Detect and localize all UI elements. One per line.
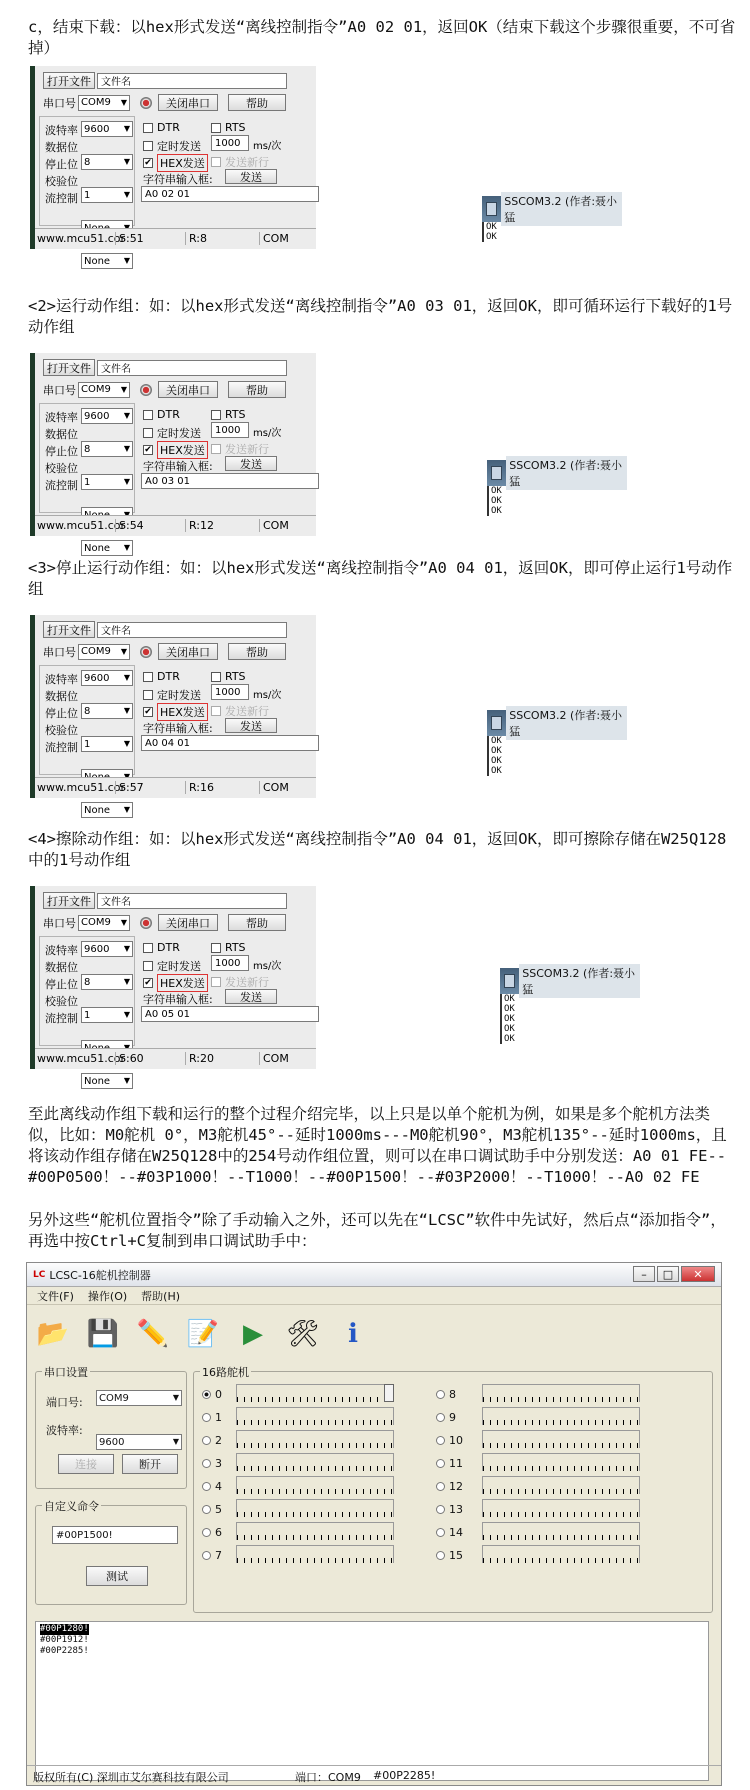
interval-input[interactable]: 1000 (211, 955, 249, 971)
serial-panel (30, 615, 316, 816)
status-sent: S:54 (115, 519, 144, 532)
baud-select[interactable]: 9600 ▼ (81, 408, 133, 424)
file-name-field[interactable]: 文件名 (97, 893, 287, 909)
status-sent: S:60 (115, 1052, 144, 1065)
open-file-button[interactable]: 打开文件 (43, 892, 95, 909)
menu-bar (27, 1287, 721, 1305)
sscom-window (482, 196, 622, 258)
hex-send-checkbox[interactable]: ✔ HEX发送 (143, 703, 208, 721)
serial-panel (30, 886, 316, 1087)
baud-select[interactable]: 9600 ▼ (81, 670, 133, 686)
status-site: www.mcu51.cor (37, 1052, 126, 1065)
servo-slider[interactable] (482, 1407, 640, 1425)
status-com: COM (259, 781, 289, 794)
port-label: 串口号 (43, 383, 76, 397)
servo-channel-radio[interactable]: 4 (202, 1480, 222, 1493)
data-bits-select[interactable]: 8 ▼ (81, 974, 133, 990)
port-status-icon (140, 97, 152, 109)
servo-slider[interactable] (236, 1430, 394, 1448)
serial-settings-group (35, 1366, 187, 1489)
test-button[interactable]: 测试 (86, 1566, 148, 1586)
ok-line: OK (504, 1014, 515, 1024)
stop-bits-label: 停止位 (45, 707, 78, 720)
ok-line: OK (491, 746, 502, 756)
parity-label: 校验位 (45, 995, 78, 1008)
flow-control-select[interactable]: None ▼ (81, 253, 133, 269)
status-port: 端口：COM9 (295, 1771, 361, 1784)
help-button[interactable]: 帮助 (228, 643, 286, 660)
paragraph-run-group: <2>运行动作组：如：以hex形式发送“离线控制指令”A0 03 01，返回OK，即可循环运行下载好的1号动作组 (28, 297, 733, 336)
flow-control-label: 流控制 (45, 479, 78, 492)
baud-label: 波特率 (45, 124, 78, 137)
ok-line: OK (491, 736, 502, 746)
servo-channel-radio[interactable]: 2 (202, 1434, 222, 1447)
baud-select[interactable]: 9600 ▼ (81, 121, 133, 137)
servo-channel-radio[interactable]: 15 (436, 1549, 463, 1562)
stop-bits-label: 停止位 (45, 445, 78, 458)
play-icon[interactable]: ▶ (243, 1319, 263, 1349)
send-newline-checkbox[interactable]: 发送新行 (211, 974, 269, 990)
servo-group (193, 1366, 713, 1613)
servo-slider[interactable] (236, 1545, 394, 1563)
edit-pencil-icon[interactable]: ✏️ (136, 1319, 170, 1349)
status-bar (35, 228, 316, 249)
open-file-button[interactable]: 打开文件 (43, 621, 95, 638)
servo-channel-radio[interactable]: 11 (436, 1457, 463, 1470)
status-copyright: 版权所有(C) 深圳市艾尔赛科技有限公司 (33, 1771, 229, 1784)
close-button[interactable]: ✕ (681, 1266, 715, 1282)
timed-send-checkbox[interactable]: 定时发送 (143, 138, 201, 154)
parity-label: 校验位 (45, 175, 78, 188)
string-input[interactable]: A0 04 01 (141, 735, 319, 751)
timed-send-checkbox[interactable]: 定时发送 (143, 687, 201, 703)
sscom-window (487, 460, 627, 522)
window-title: LCSC-16舵机控制器 (49, 1268, 151, 1282)
input-label: 字符串输入框: (143, 460, 213, 473)
ok-line: OK (504, 1034, 515, 1044)
port-label: 串口号 (43, 96, 76, 110)
port-label: 端口号: (46, 1396, 83, 1409)
data-bits-select[interactable]: 8 ▼ (81, 154, 133, 170)
sscom-receive-area (487, 736, 627, 776)
dtr-checkbox[interactable]: DTR (143, 121, 180, 134)
timed-send-checkbox[interactable]: 定时发送 (143, 425, 201, 441)
edit-doc-icon[interactable]: 📝 (186, 1319, 220, 1349)
servo-group-title: 16路舵机 (202, 1366, 249, 1379)
app-icon (491, 466, 502, 480)
slider-thumb[interactable] (384, 1384, 394, 1402)
baud-label: 波特率 (45, 944, 78, 957)
interval-unit: ms/次 (253, 428, 282, 439)
hex-send-checkbox[interactable]: ✔ HEX发送 (143, 974, 208, 992)
flow-control-label: 流控制 (45, 1012, 78, 1025)
sscom-title: SSCOM3.2 (作者:聂小猛 (519, 964, 640, 998)
servo-channel-radio[interactable]: 14 (436, 1526, 463, 1539)
open-folder-icon[interactable]: 📂 (36, 1319, 70, 1349)
rts-checkbox[interactable]: RTS (211, 121, 246, 134)
status-site: www.mcu51.cor (37, 519, 126, 532)
sscom-title: SSCOM3.2 (作者:聂小猛 (506, 456, 627, 490)
data-bits-label: 数据位 (45, 141, 78, 154)
menu-operate[interactable]: 操作(O) (87, 1289, 128, 1303)
serial-panel (30, 353, 316, 554)
servo-channel-radio[interactable]: 1 (202, 1411, 222, 1424)
serial-panel (30, 66, 316, 267)
servo-channel-radio[interactable]: 7 (202, 1549, 222, 1562)
app-icon (486, 202, 497, 216)
parity-label: 校验位 (45, 462, 78, 475)
status-bar (35, 1048, 316, 1069)
paragraph-summary: 至此离线动作组下载和运行的整个过程介绍完毕，以上只是以单个舵机为例，如果是多个舵机方法类似，比如：M0舵机 0°，M3舵机45°--延时1000ms---M0舵机90°，M3舵机135°--延时1000ms，且将该动作组存储在W25Q128中的254号动作组位置，则可以在串口调试助手中分别发送：A0 01 FE--#00P0500！--#03P1000！--T1000！--#00P1500！--#03P2000！--T1000！--A0 02 FE (28, 1105, 727, 1186)
stop-bits-select[interactable]: 1 ▼ (81, 187, 133, 203)
ok-line: OK (491, 756, 502, 766)
servo-slider[interactable] (236, 1407, 394, 1425)
hex-send-checkbox[interactable]: ✔ HEX发送 (143, 441, 208, 459)
sscom-receive-area (487, 486, 627, 516)
command-log[interactable] (35, 1621, 709, 1781)
status-received: R:8 (185, 232, 207, 245)
app-icon (491, 716, 502, 730)
flow-control-select[interactable]: None ▼ (81, 802, 133, 818)
app-icon (504, 974, 515, 988)
interval-input[interactable]: 1000 (211, 422, 249, 438)
port-select[interactable]: COM9 ▼ (96, 1390, 182, 1406)
baud-label: 波特率: (46, 1424, 83, 1437)
status-received: R:20 (185, 1052, 214, 1065)
servo-slider[interactable] (236, 1499, 394, 1517)
tools-icon[interactable]: 🛠 (286, 1319, 320, 1349)
servo-channel-radio[interactable]: 13 (436, 1503, 463, 1516)
ok-line: OK (491, 496, 502, 506)
save-icon[interactable]: 💾 (86, 1319, 120, 1349)
status-com: COM (259, 519, 289, 532)
string-input[interactable]: A0 03 01 (141, 473, 319, 489)
status-bar (35, 515, 316, 536)
maximize-button[interactable]: □ (657, 1266, 679, 1282)
sscom-window (487, 709, 627, 776)
paragraph-erase-group: <4>擦除动作组：如：以hex形式发送“离线控制指令”A0 04 01，返回OK，即可擦除存储在W25Q128中的1号动作组 (28, 830, 727, 869)
lcsc-window (26, 1262, 722, 1786)
send-button[interactable]: 发送 (225, 169, 277, 184)
close-port-button[interactable]: 关闭串口 (158, 914, 218, 931)
connect-button[interactable]: 连接 (58, 1454, 114, 1474)
servo-channel-radio[interactable]: 0 (202, 1388, 222, 1401)
sscom-titlebar (482, 196, 622, 222)
help-button[interactable]: 帮助 (228, 94, 286, 111)
input-label: 字符串输入框: (143, 173, 213, 186)
send-button[interactable]: 发送 (225, 989, 277, 1004)
help-button[interactable]: 帮助 (228, 914, 286, 931)
stop-bits-label: 停止位 (45, 158, 78, 171)
port-select[interactable]: COM9 ▼ (78, 95, 130, 111)
toolbar (33, 1307, 715, 1361)
custom-command-group (35, 1500, 187, 1605)
interval-unit: ms/次 (253, 961, 282, 972)
interval-unit: ms/次 (253, 141, 282, 152)
servo-channel-radio[interactable]: 12 (436, 1480, 463, 1493)
baud-label: 波特率 (45, 411, 78, 424)
send-button[interactable]: 发送 (225, 456, 277, 471)
status-command: #00P2285! (373, 1769, 436, 1782)
dtr-checkbox[interactable]: DTR (143, 408, 180, 421)
servo-slider[interactable] (482, 1430, 640, 1448)
port-select[interactable]: COM9 ▼ (78, 644, 130, 660)
servo-slider[interactable] (482, 1545, 640, 1563)
servo-slider[interactable] (236, 1384, 394, 1402)
servo-channel-radio[interactable]: 9 (436, 1411, 456, 1424)
ok-line: OK (491, 506, 502, 516)
hex-send-checkbox[interactable]: ✔ HEX发送 (143, 154, 208, 172)
sscom-titlebar (487, 710, 627, 736)
port-status-icon (140, 917, 152, 929)
data-bits-label: 数据位 (45, 690, 78, 703)
sscom-receive-area (500, 994, 640, 1044)
ok-line: OK (491, 766, 502, 776)
open-file-button[interactable]: 打开文件 (43, 72, 95, 89)
servo-slider[interactable] (236, 1522, 394, 1540)
status-received: R:16 (185, 781, 214, 794)
sscom-title: SSCOM3.2 (作者:聂小猛 (501, 192, 622, 226)
servo-channel-radio[interactable]: 5 (202, 1503, 222, 1516)
port-select[interactable]: COM9 ▼ (78, 382, 130, 398)
status-bar (35, 777, 316, 798)
interval-input[interactable]: 1000 (211, 684, 249, 700)
input-label: 字符串输入框: (143, 993, 213, 1006)
info-icon[interactable]: ℹ (348, 1319, 358, 1349)
status-sent: S:51 (115, 232, 144, 245)
flow-control-select[interactable]: None ▼ (81, 1073, 133, 1089)
parity-label: 校验位 (45, 724, 78, 737)
status-com: COM (259, 1052, 289, 1065)
rts-checkbox[interactable]: RTS (211, 941, 246, 954)
send-newline-checkbox[interactable]: 发送新行 (211, 154, 269, 170)
servo-channel-radio[interactable]: 3 (202, 1457, 222, 1470)
send-newline-checkbox[interactable]: 发送新行 (211, 703, 269, 719)
send-newline-checkbox[interactable]: 发送新行 (211, 441, 269, 457)
rts-checkbox[interactable]: RTS (211, 408, 246, 421)
ok-line: OK (504, 1004, 515, 1014)
menu-file[interactable]: 文件(F) (37, 1289, 74, 1303)
interval-input[interactable]: 1000 (211, 135, 249, 151)
sscom-titlebar (500, 968, 640, 994)
rts-checkbox[interactable]: RTS (211, 670, 246, 683)
port-select[interactable]: COM9 ▼ (78, 915, 130, 931)
data-bits-select[interactable]: 8 ▼ (81, 703, 133, 719)
servo-channel-radio[interactable]: 8 (436, 1388, 456, 1401)
string-input[interactable]: A0 05 01 (141, 1006, 319, 1022)
close-port-button[interactable]: 关闭串口 (158, 94, 218, 111)
custom-command-title: 自定义命令 (44, 1500, 99, 1513)
flow-control-label: 流控制 (45, 741, 78, 754)
data-bits-label: 数据位 (45, 961, 78, 974)
status-com: COM (259, 232, 289, 245)
dtr-checkbox[interactable]: DTR (143, 670, 180, 683)
ok-line: OK (504, 994, 515, 1004)
status-received: R:12 (185, 519, 214, 532)
disconnect-button[interactable]: 断开 (122, 1454, 178, 1474)
stop-bits-select[interactable]: 1 ▼ (81, 474, 133, 490)
sscom-titlebar (487, 460, 627, 486)
paragraph-lcsc-hint: 另外这些“舵机位置指令”除了手动输入之外，还可以先在“LCSC”软件中先试好，然后点“添加指令”，再选中按Ctrl+C复制到串口调试助手中： (28, 1211, 726, 1250)
custom-command-input[interactable]: #00P1500! (52, 1526, 178, 1544)
open-file-button[interactable]: 打开文件 (43, 359, 95, 376)
flow-control-label: 流控制 (45, 192, 78, 205)
baud-select[interactable]: 9600 ▼ (96, 1434, 182, 1450)
minimize-button[interactable]: – (633, 1266, 655, 1282)
servo-slider[interactable] (236, 1453, 394, 1471)
title-bar (27, 1263, 721, 1287)
ok-line: OK (491, 486, 502, 496)
status-sent: S:57 (115, 781, 144, 794)
stop-bits-label: 停止位 (45, 978, 78, 991)
stop-bits-select[interactable]: 1 ▼ (81, 1007, 133, 1023)
flow-control-select[interactable]: None ▼ (81, 540, 133, 556)
ok-line: OK (486, 232, 497, 242)
servo-slider[interactable] (482, 1522, 640, 1540)
file-name-field[interactable]: 文件名 (97, 73, 287, 89)
menu-help[interactable]: 帮助(H) (141, 1289, 181, 1303)
ok-line: OK (486, 222, 497, 232)
status-site: www.mcu51.cor (37, 232, 126, 245)
baud-select[interactable]: 9600 ▼ (81, 941, 133, 957)
dtr-checkbox[interactable]: DTR (143, 941, 180, 954)
port-label: 串口号 (43, 916, 76, 930)
servo-slider[interactable] (482, 1499, 640, 1517)
servo-slider[interactable] (482, 1453, 640, 1471)
servo-slider[interactable] (236, 1476, 394, 1494)
ok-line: OK (504, 1024, 515, 1034)
servo-channel-radio[interactable]: 6 (202, 1526, 222, 1539)
close-port-button[interactable]: 关闭串口 (158, 381, 218, 398)
file-name-field[interactable]: 文件名 (97, 360, 287, 376)
file-name-field[interactable]: 文件名 (97, 622, 287, 638)
timed-send-checkbox[interactable]: 定时发送 (143, 958, 201, 974)
serial-settings-title: 串口设置 (44, 1366, 88, 1379)
help-button[interactable]: 帮助 (228, 381, 286, 398)
close-port-button[interactable]: 关闭串口 (158, 643, 218, 660)
port-status-icon (140, 646, 152, 658)
send-button[interactable]: 发送 (225, 718, 277, 733)
paragraph-stop-group: <3>停止运行动作组：如：以hex形式发送“离线控制指令”A0 04 01，返回OK，即可停止运行1号动作组 (28, 559, 733, 598)
servo-slider[interactable] (482, 1476, 640, 1494)
port-status-icon (140, 384, 152, 396)
input-label: 字符串输入框: (143, 722, 213, 735)
data-bits-label: 数据位 (45, 428, 78, 441)
log-line: #00P2285! (40, 1646, 89, 1656)
servo-channel-radio[interactable]: 10 (436, 1434, 463, 1447)
servo-slider[interactable] (482, 1384, 640, 1402)
string-input[interactable]: A0 02 01 (141, 186, 319, 202)
port-label: 串口号 (43, 645, 76, 659)
status-bar (27, 1765, 721, 1785)
data-bits-select[interactable]: 8 ▼ (81, 441, 133, 457)
log-line: #00P1280! (40, 1624, 89, 1634)
log-line: #00P1912! (40, 1635, 89, 1645)
sscom-title: SSCOM3.2 (作者:聂小猛 (506, 706, 627, 740)
sscom-window (500, 967, 640, 1044)
paragraph-end-download: c，结束下载：以hex形式发送“离线控制指令”A0 02 01，返回OK（结束下载这个步骤很重要，不可省掉） (28, 18, 736, 57)
stop-bits-select[interactable]: 1 ▼ (81, 736, 133, 752)
app-logo-icon: LC (33, 1269, 46, 1280)
baud-label: 波特率 (45, 673, 78, 686)
status-site: www.mcu51.cor (37, 781, 126, 794)
interval-unit: ms/次 (253, 690, 282, 701)
